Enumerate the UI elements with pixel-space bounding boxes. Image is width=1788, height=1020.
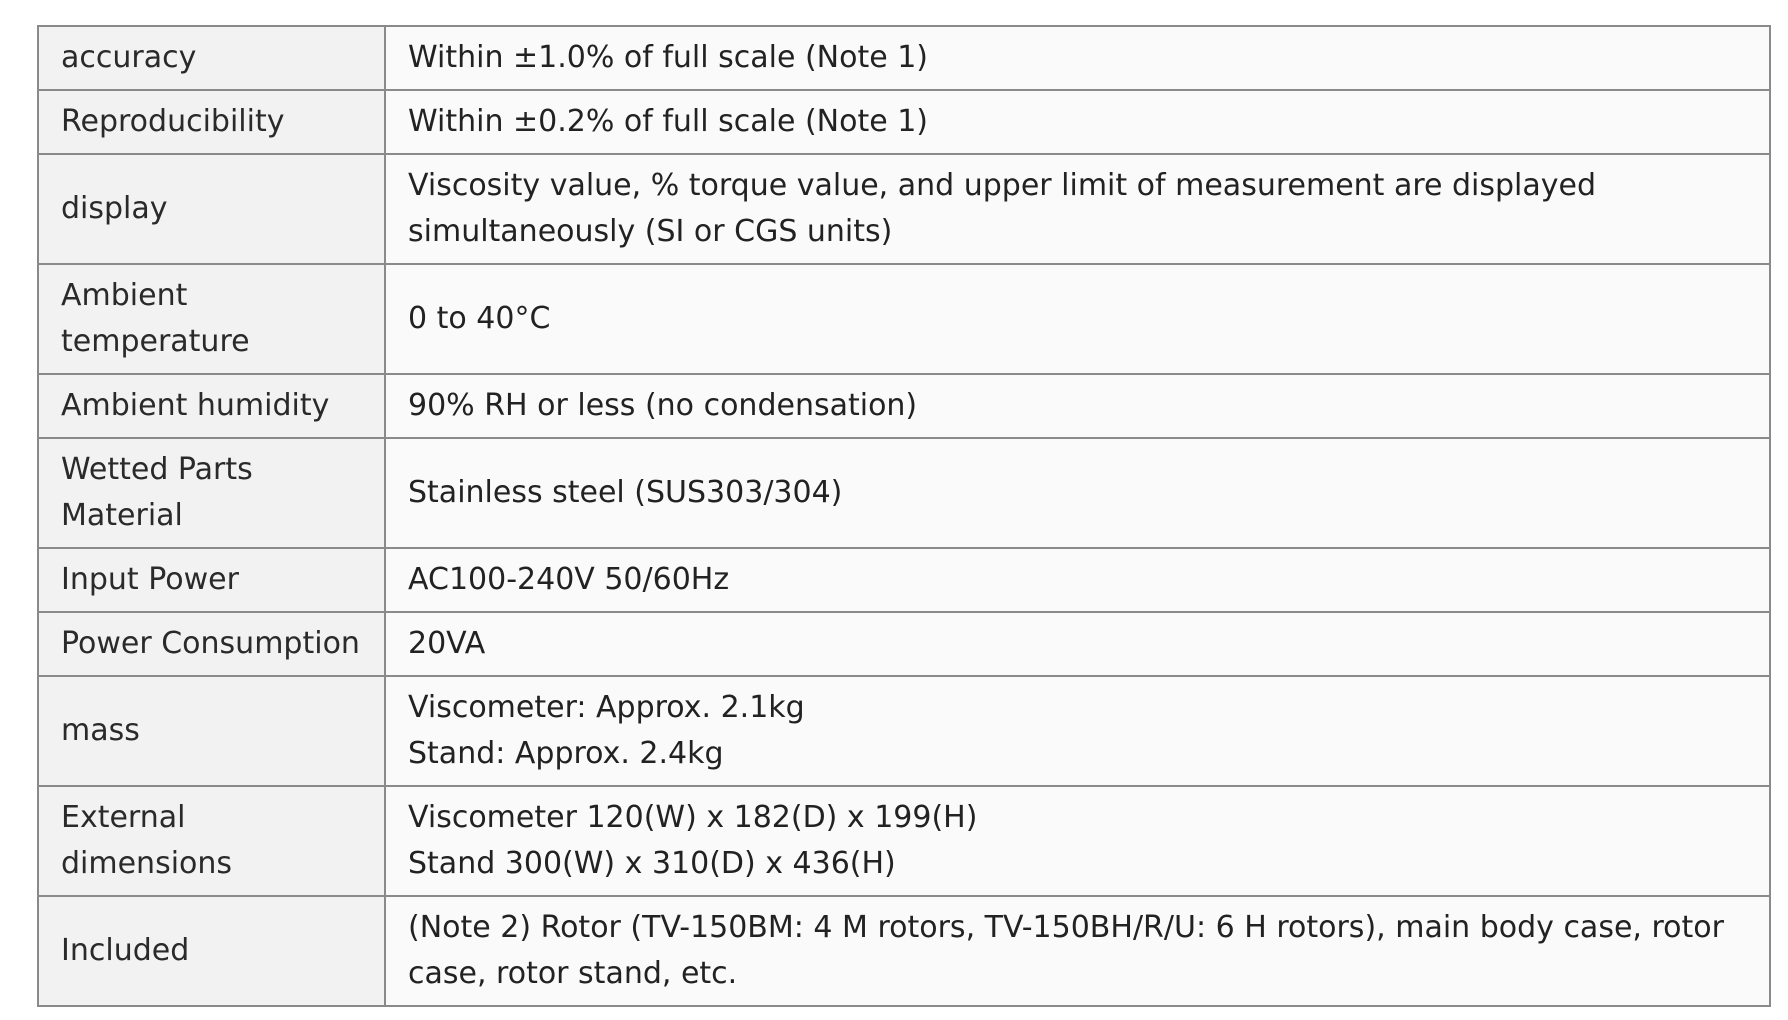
row-value-line: Stand 300(W) x 310(D) x 436(H) bbox=[408, 846, 896, 881]
row-value-line: 0 to 40°C bbox=[408, 301, 551, 336]
table-row bbox=[38, 374, 1770, 438]
table-row bbox=[38, 676, 1770, 786]
row-label: Reproducibility bbox=[38, 90, 385, 154]
spec-table bbox=[37, 25, 1771, 1007]
row-value bbox=[385, 896, 1770, 1006]
row-value-line: AC100-240V 50/60Hz bbox=[408, 562, 730, 597]
row-value-line: Within ±1.0% of full scale (Note 1) bbox=[408, 40, 929, 75]
row-value bbox=[385, 90, 1770, 154]
row-value-line: 90% RH or less (no condensation) bbox=[408, 388, 918, 423]
row-label: display bbox=[38, 154, 385, 264]
table-row bbox=[38, 612, 1770, 676]
row-value bbox=[385, 374, 1770, 438]
row-value bbox=[385, 676, 1770, 786]
row-value-line: Stainless steel (SUS303/304) bbox=[408, 475, 843, 510]
table-row bbox=[38, 154, 1770, 264]
table-row bbox=[38, 90, 1770, 154]
table-row bbox=[38, 786, 1770, 896]
table-row bbox=[38, 548, 1770, 612]
row-label: Wetted Parts Material bbox=[38, 438, 385, 548]
row-value-line: 20VA bbox=[408, 626, 486, 661]
row-value-line: (Note 2) Rotor (TV-150BM: 4 M rotors, TV-150BH/R/U: 6 H rotors), main body case, rotor case, rotor stand, etc. bbox=[408, 910, 1724, 991]
row-label: accuracy bbox=[38, 26, 385, 90]
row-value bbox=[385, 612, 1770, 676]
row-value-line: Viscometer 120(W) x 182(D) x 199(H) bbox=[408, 800, 978, 835]
row-value-line: Within ±0.2% of full scale (Note 1) bbox=[408, 104, 929, 139]
row-label: Included bbox=[38, 896, 385, 1006]
row-label: mass bbox=[38, 676, 385, 786]
table-row bbox=[38, 438, 1770, 548]
row-value bbox=[385, 26, 1770, 90]
row-value bbox=[385, 438, 1770, 548]
row-value-line: Viscosity value, % torque value, and upper limit of measurement are displayed simultaneously (SI or CGS units) bbox=[408, 168, 1597, 249]
row-label: External dimensions bbox=[38, 786, 385, 896]
table-row bbox=[38, 26, 1770, 90]
row-label: Power Consumption bbox=[38, 612, 385, 676]
row-label: Ambient humidity bbox=[38, 374, 385, 438]
row-value bbox=[385, 264, 1770, 374]
row-value-line: Stand: Approx. 2.4kg bbox=[408, 736, 724, 771]
row-value bbox=[385, 154, 1770, 264]
row-value bbox=[385, 786, 1770, 896]
row-label: Ambient temperature bbox=[38, 264, 385, 374]
row-value bbox=[385, 548, 1770, 612]
row-value-line: Viscometer: Approx. 2.1kg bbox=[408, 690, 805, 725]
table-row bbox=[38, 264, 1770, 374]
table-row bbox=[38, 896, 1770, 1006]
row-label: Input Power bbox=[38, 548, 385, 612]
